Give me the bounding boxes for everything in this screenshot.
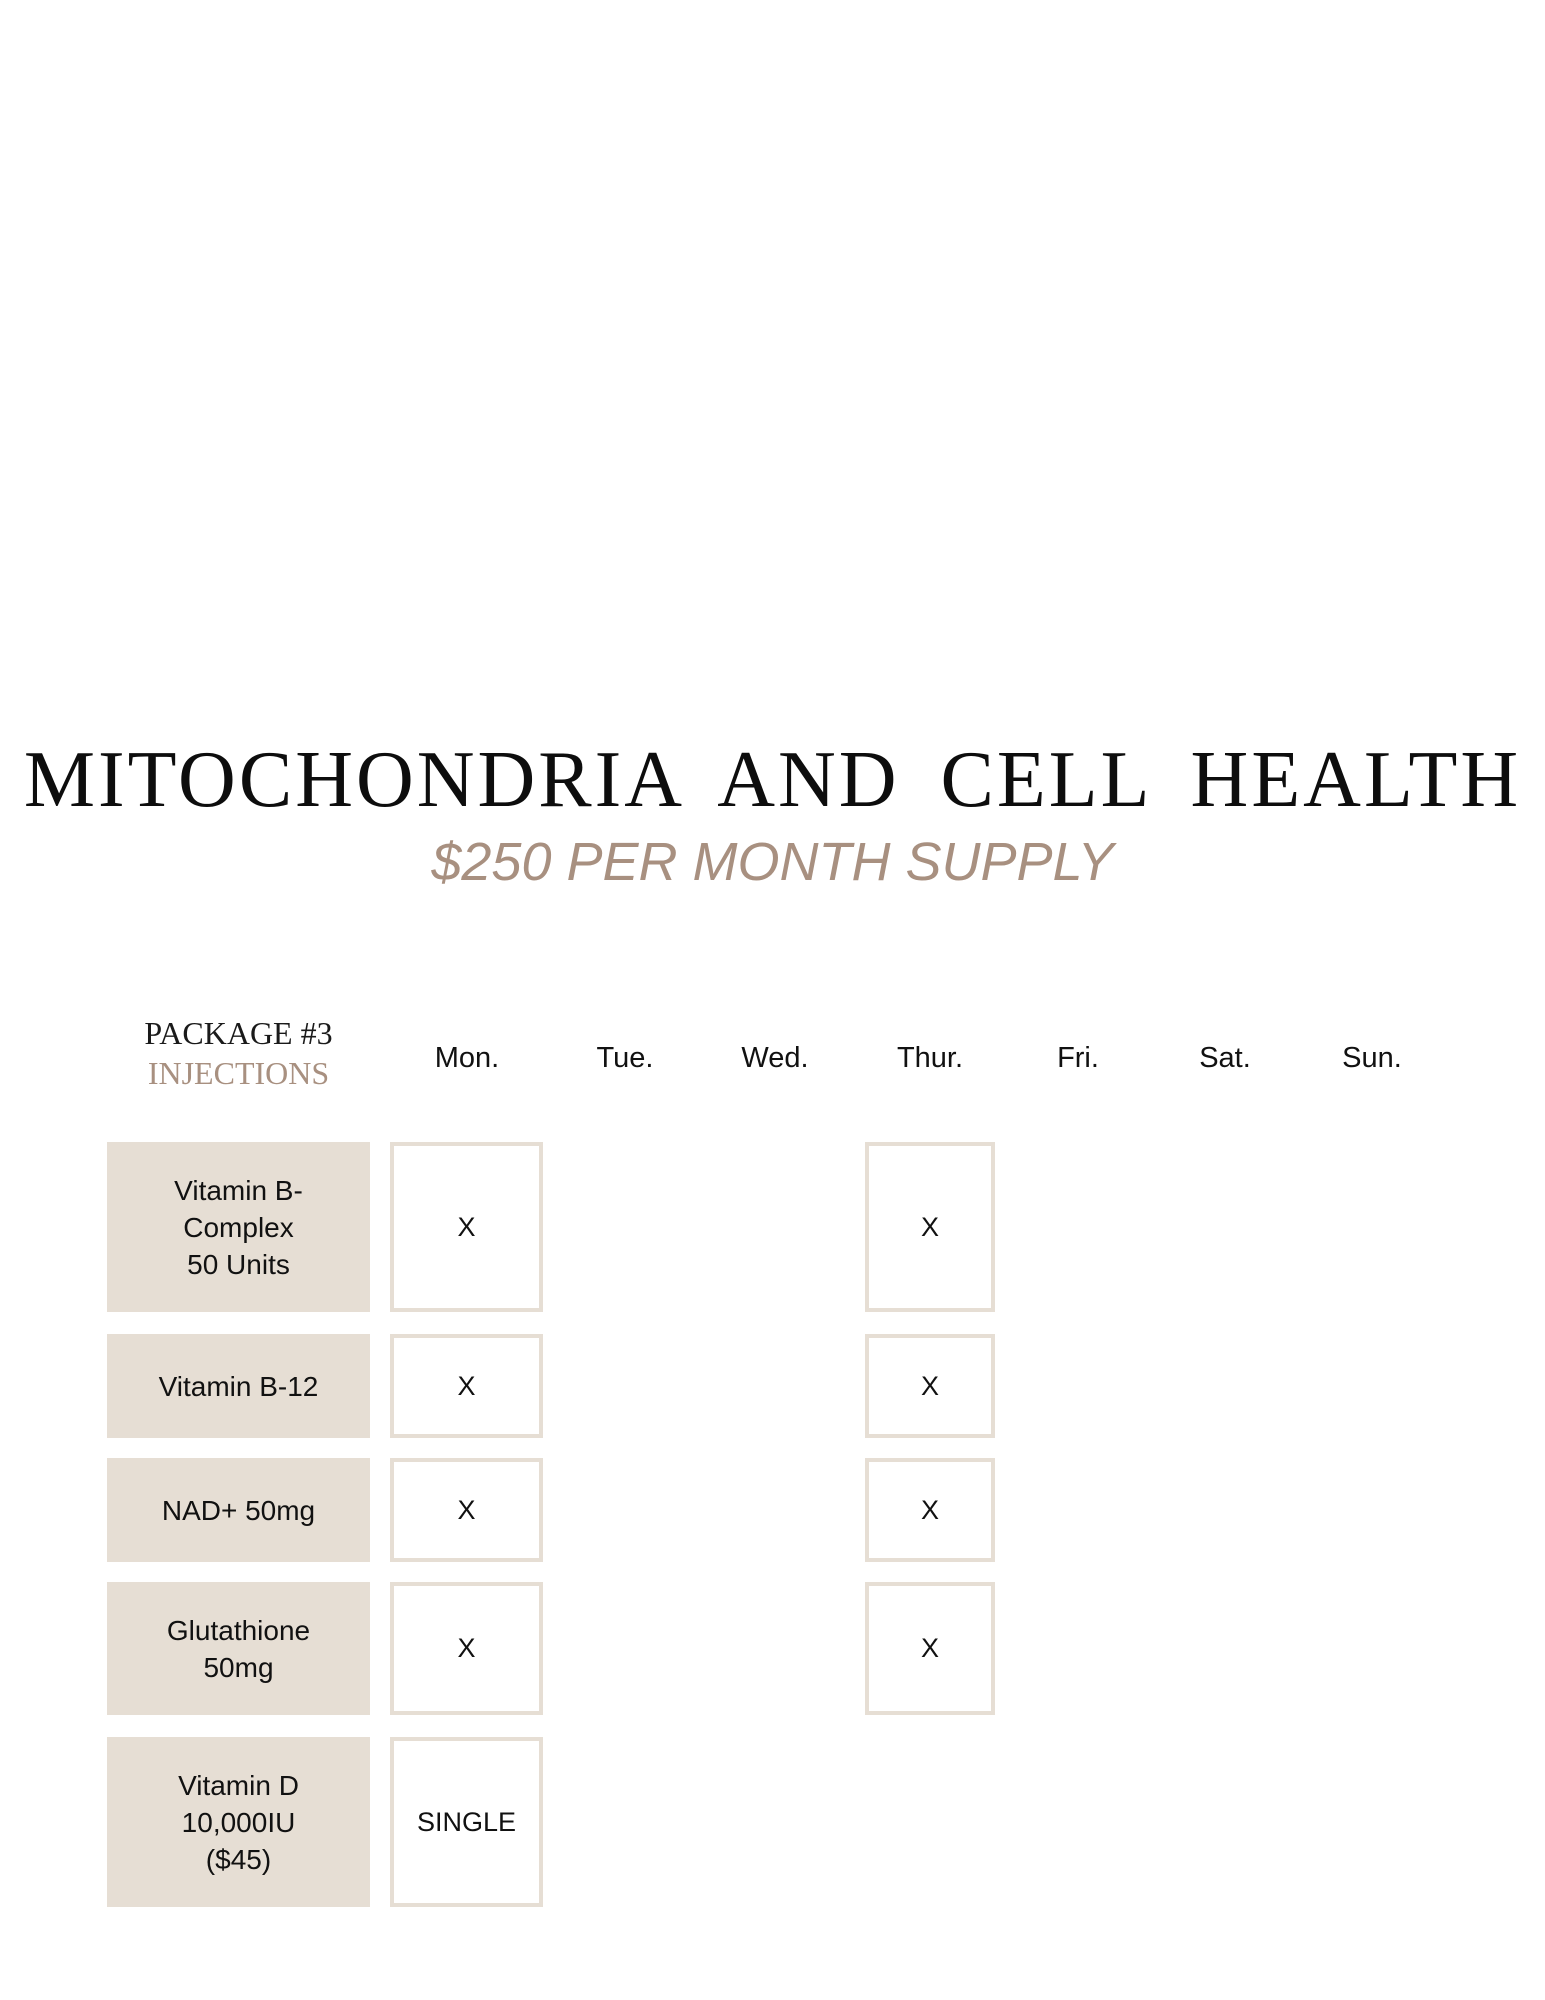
cell-vitamin-b12-thu: X	[865, 1334, 995, 1438]
cell-vitamin-d-mon: SINGLE	[390, 1737, 543, 1907]
day-header-sat: Sat.	[1199, 1042, 1251, 1074]
day-header-tue: Tue.	[596, 1042, 654, 1074]
day-header-mon: Mon.	[434, 1042, 500, 1074]
page-subtitle: $250 PER MONTH SUPPLY	[431, 832, 1114, 892]
row-label-nad: NAD+ 50mg	[107, 1458, 370, 1562]
row-label-vitamin-b12: Vitamin B-12	[107, 1334, 370, 1438]
package-title: PACKAGE #3	[144, 1015, 333, 1051]
day-header-thu: Thur.	[896, 1042, 964, 1074]
day-header-sun: Sun.	[1342, 1042, 1402, 1074]
cell-nad-thu: X	[865, 1458, 995, 1562]
row-label-vitamin-b-complex: Vitamin B- Complex 50 Units	[107, 1142, 370, 1312]
row-label-glutathione: Glutathione 50mg	[107, 1582, 370, 1715]
cell-vitamin-b-complex-thu: X	[865, 1142, 995, 1312]
cell-vitamin-b-complex-mon: X	[390, 1142, 543, 1312]
row-label-vitamin-d: Vitamin D 10,000IU ($45)	[107, 1737, 370, 1907]
day-header-wed: Wed.	[741, 1042, 809, 1074]
cell-nad-mon: X	[390, 1458, 543, 1562]
cell-glutathione-mon: X	[390, 1582, 543, 1715]
package-subtitle: INJECTIONS	[147, 1055, 330, 1091]
day-header-fri: Fri.	[1057, 1042, 1099, 1074]
page-title: MITOCHONDRIA AND CELL HEALTH	[23, 736, 1522, 824]
cell-vitamin-b12-mon: X	[390, 1334, 543, 1438]
cell-glutathione-thu: X	[865, 1582, 995, 1715]
